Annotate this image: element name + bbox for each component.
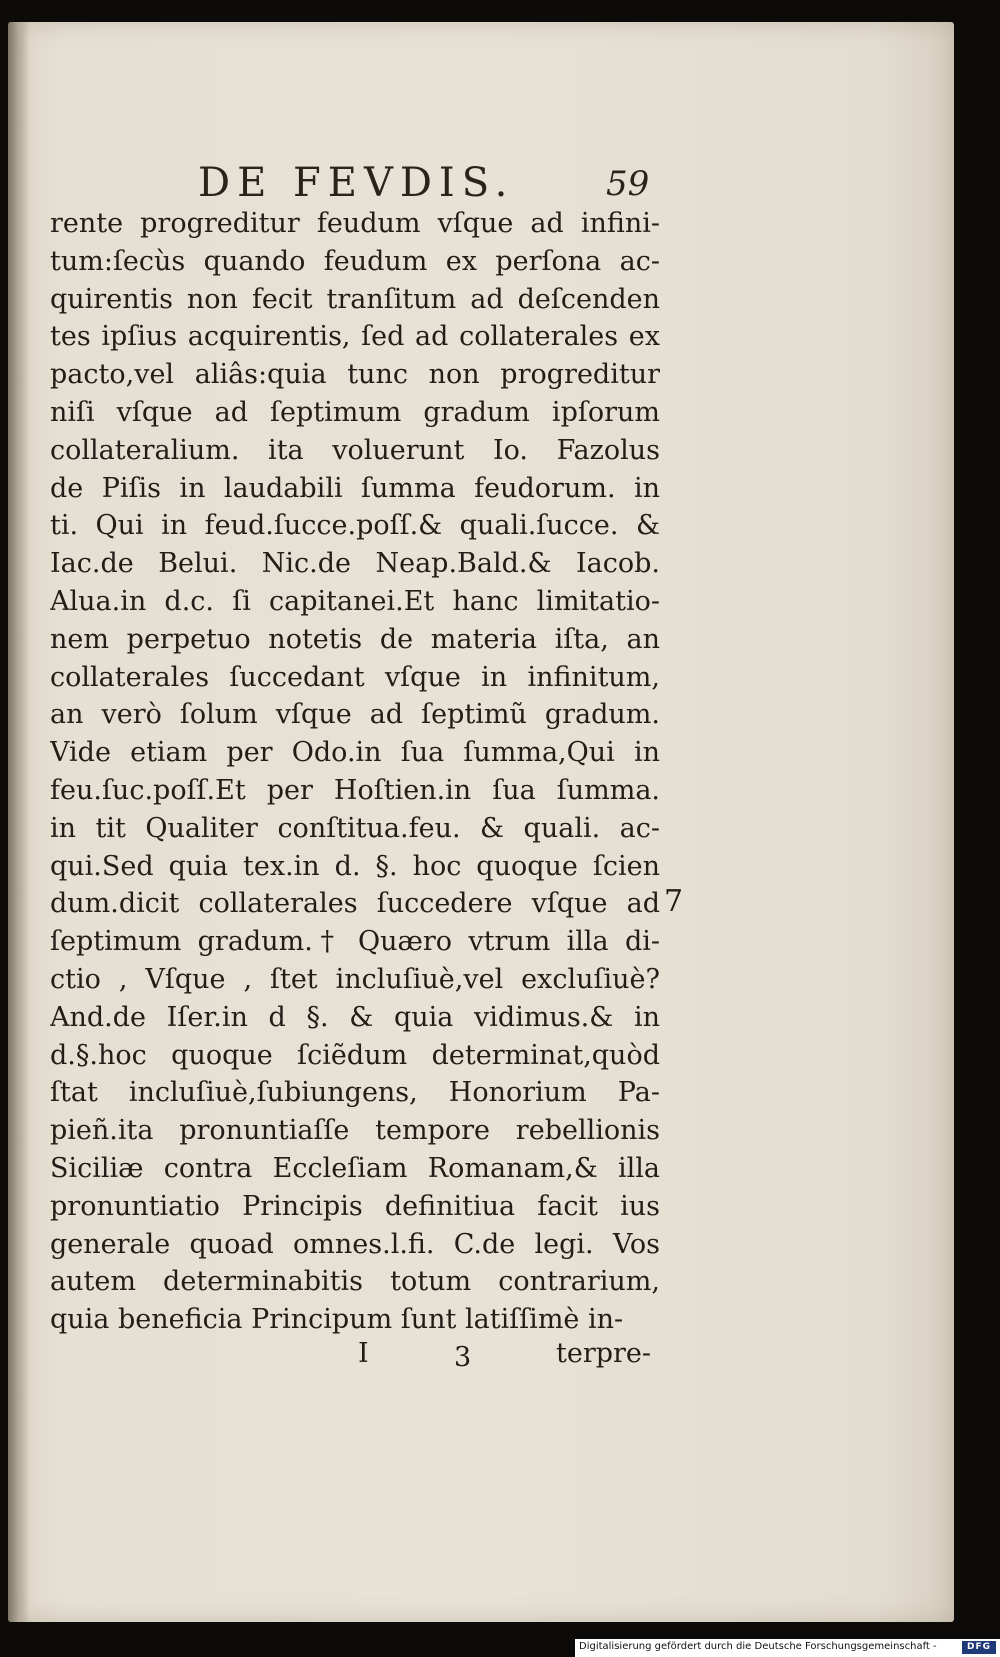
text-line: de Piſis in laudabili ſumma feudorum. in <box>50 472 660 504</box>
text-line: pieñ.ita pronuntiaſſe tempore rebellionis <box>50 1115 660 1147</box>
text-line: nem perpetuo notetis de materia iſta, an <box>50 623 660 655</box>
text-line: d.§.hoc quoque ſciẽdum determinat,quòd <box>50 1039 660 1071</box>
text-line: ti. Qui in feud.ſucce.poſſ.& quali.ſucce. & <box>50 510 660 542</box>
catchword: terpre- <box>556 1338 652 1369</box>
signature-number: 3 <box>454 1342 472 1373</box>
dfg-logo: DFG <box>962 1641 996 1654</box>
text-line: collateralium. ita voluerunt Io. Fazolus <box>50 434 660 466</box>
text-line: feu.ſuc.poſſ.Et per Hoſtien.in ſua ſumma. <box>50 774 660 806</box>
text-line: qui.Sed quia tex.in d. §. hoc quoque ſcien <box>50 850 660 882</box>
text-line: ſeptimum gradum.† Quæro vtrum illa di- <box>50 926 660 958</box>
text-line: Vide etiam per Odo.in ſua ſumma,Qui in <box>50 737 660 769</box>
page-spine-shadow <box>8 22 30 1622</box>
text-line: collaterales ſuccedant vſque in infinitum, <box>50 661 660 693</box>
text-line: dum.dicit collaterales ſuccedere vſque ad <box>50 888 660 920</box>
text-line: quia beneficia Principum ſunt latiſſimè in- <box>50 1304 624 1336</box>
text-line: pronuntiatio Principis definitiua facit ius <box>50 1190 660 1222</box>
body-text <box>50 205 660 1339</box>
margin-note-number: 7 <box>664 884 684 919</box>
page-number: 59 <box>606 164 650 204</box>
text-line: autem determinabitis totum contrarium, <box>50 1266 660 1298</box>
signature-letter: I <box>358 1338 369 1369</box>
text-line: an verò ſolum vſque ad ſeptimũ gradum. <box>50 699 660 731</box>
running-head-title: DE FEVDIS. <box>198 160 515 206</box>
footer-credit-text: Digitalisierung gefördert durch die Deutsche Forschungsgemeinschaft - <box>579 1641 937 1652</box>
digitization-footer <box>575 1639 1000 1657</box>
text-line: rente progreditur feudum vſque ad infini- <box>50 208 660 239</box>
text-line: generale quoad omnes.l.fi. C.de legi. Vos <box>50 1228 660 1260</box>
text-line: niſi vſque ad ſeptimum gradum ipſorum <box>50 396 660 428</box>
book-page <box>8 22 954 1622</box>
text-line: ctio , Vſque , ſtet incluſiuè,vel excluſiuè? <box>50 963 660 995</box>
text-line: Alua.in d.c. ſi capitanei.Et hanc limitatio- <box>50 585 660 617</box>
text-line: quirentis non fecit tranſitum ad deſcenden <box>50 283 660 315</box>
running-head <box>8 142 954 212</box>
text-line: tum:ſecùs quando feudum ex perſona ac- <box>50 245 660 277</box>
text-line: Iac.de Belui. Nic.de Neap.Bald.& Iacob. <box>50 548 660 580</box>
text-line: ſtat incluſiuè,ſubiungens, Honorium Pa- <box>50 1077 660 1109</box>
text-line: in tit Qualiter conſtitua.feu. & quali. ac- <box>50 812 660 844</box>
text-line: pacto,vel aliâs:quia tunc non progreditur <box>50 359 660 391</box>
text-line: And.de Iſer.in d §. & quia vidimus.& in <box>50 1001 660 1033</box>
text-line: Siciliæ contra Eccleſiam Romanam,& illa <box>50 1152 660 1184</box>
catchword-line <box>358 1338 658 1378</box>
text-line: tes ipſius acquirentis, ſed ad collaterales ex <box>50 321 660 353</box>
